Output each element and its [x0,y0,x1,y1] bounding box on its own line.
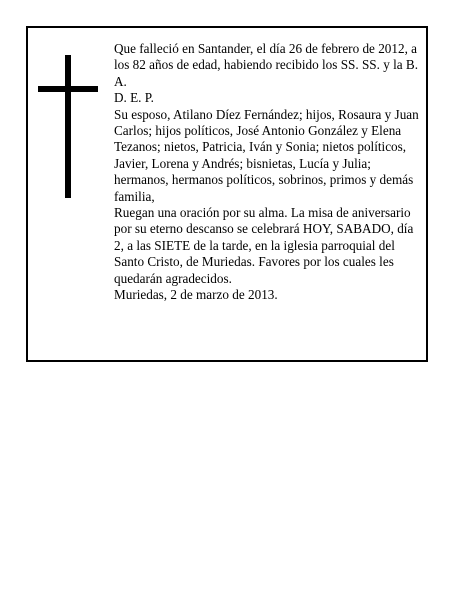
obituary-notice [26,26,428,362]
place-date: Muriedas, 2 de marzo de 2013. [114,287,278,303]
cross-horizontal-bar [38,86,98,92]
cross-icon [38,55,98,198]
rest-in-peace: D. E. P. [114,90,154,106]
family-list: Su esposo, Atilano Díez Fernández; hijos, Rosaura y Juan Carlos; hijos políticos, José Antonio González y Elena Tezanos; nietos, Patricia, Iván y Sonia; nietos políticos, Javier, Lorena y Andrés; bisnietas, Lucía y Julia; hermanos, hermanos políticos, sobrinos, primos y demás familia, [114,106,419,204]
mass-details: Ruegan una oración por su alma. La misa de aniversario por su eterno descanso se celebrará HOY, SABADO, día 2, a las SIETE de la tarde, en la iglesia parroquial del Santo Cristo, de Muriedas. Favores por los cuales les quedarán agradecidos. [114,205,414,286]
cross-vertical-bar [65,55,71,198]
death-announcement: Que falleció en Santander, el día 26 de febrero de 2012, a los 82 años de edad, habiendo recibido los SS. SS. y la B. A. [114,41,419,89]
obituary-text [114,41,424,304]
